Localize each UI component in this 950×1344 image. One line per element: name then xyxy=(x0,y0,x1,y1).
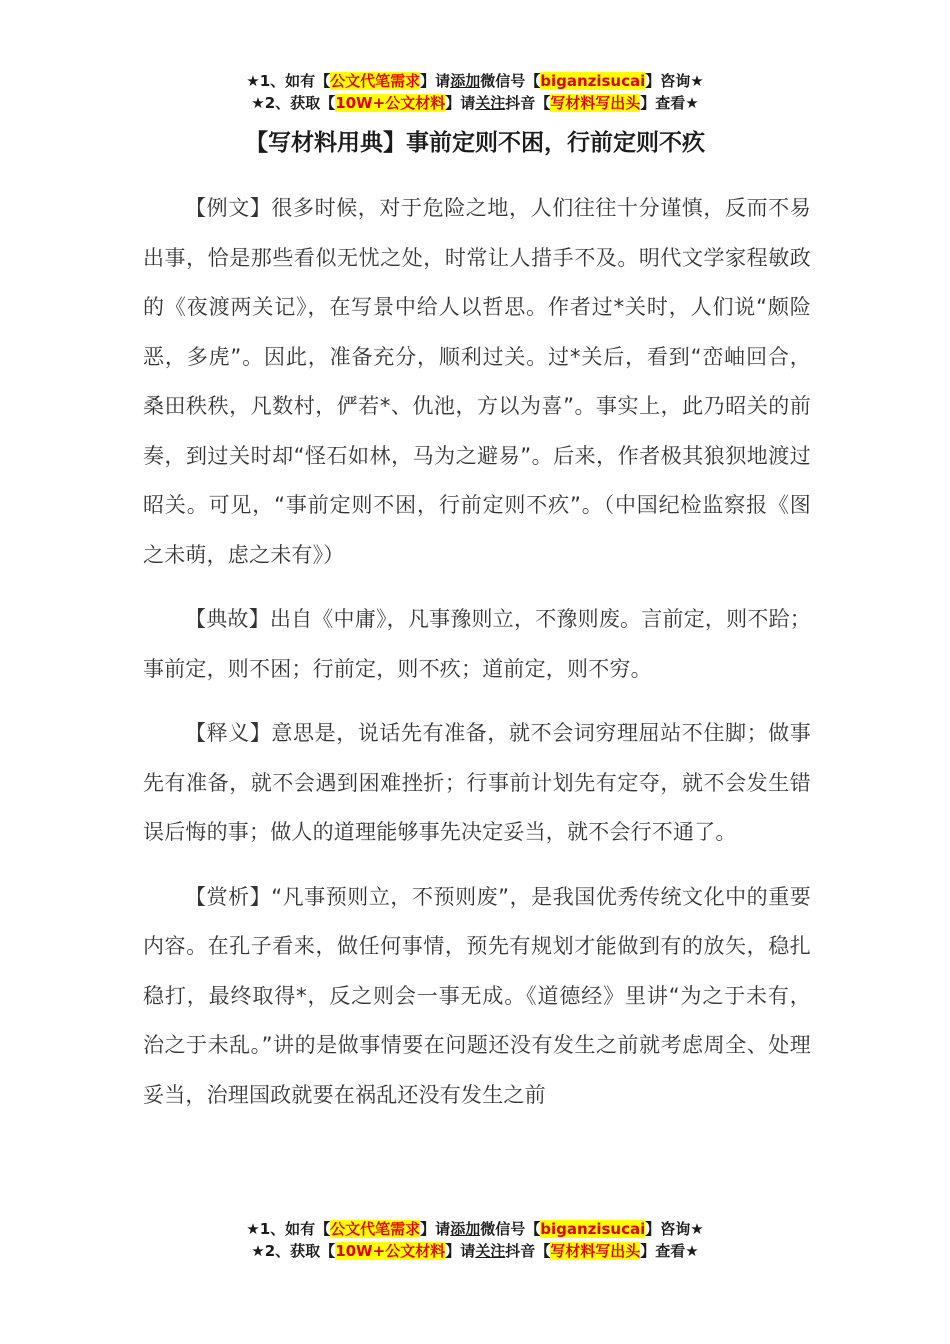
banner-text: 】请 xyxy=(445,94,476,112)
banner-text: 微信号【 xyxy=(480,72,541,90)
banner-line-2 xyxy=(0,1240,950,1262)
banner-line-1 xyxy=(0,1218,950,1240)
banner-text: ★1、如有【 xyxy=(246,1220,331,1238)
highlight-wechat-id: biganzisucai xyxy=(540,1220,646,1238)
highlight-materials: 10W+公文材料 xyxy=(335,94,446,112)
paragraph-example: 【例文】很多时候，对于危险之地，人们往往十分谨慎，反而不易出事，恰是那些看似无忧之处，时常让人措手不及。明代文学家程敏政的《夜渡两关记》，在写景中给人以哲思。作者过*关时，人们说“颇险恶，多虎”。因此，准备充分，顺利过关。过*关后，看到“峦岫回合，桑田秩秩，凡数村，俨若*、仇池，方以为喜”。事实上，此乃昭关的前奏，到过关时却“怪石如林，马为之避易”。后来，作者极其狼狈地渡过昭关。可见，“事前定则不困，行前定则不疚”。（中国纪检监察报《图之未萌，虑之未有》） xyxy=(143,196,811,567)
banner-emphasis: 添加 xyxy=(450,1220,481,1238)
paragraph-meaning: 【释义】意思是，说话先有准备，就不会词穷理屈站不住脚；做事先有准备，就不会遇到困难挫折；行事前计划先有定夺，就不会发生错误后悔的事；做人的道理能够事先决定妥当，就不会行不通了。 xyxy=(143,721,811,844)
highlight-service: 公文代笔需求 xyxy=(330,1220,421,1238)
document-body xyxy=(143,184,811,1135)
document-title: 【写材料用典】事前定则不困，行前定则不疚 xyxy=(245,130,705,156)
highlight-douyin-account: 写材料写出头 xyxy=(550,94,641,112)
banner-text: 】请 xyxy=(445,1242,476,1260)
paragraph-allusion: 【典故】出自《中庸》，凡事豫则立，不豫则废。言前定，则不跲；事前定，则不困；行前定，则不疚；道前定，则不穷。 xyxy=(143,607,811,681)
banner-text: 】咨询★ xyxy=(645,72,704,90)
highlight-douyin-account: 写材料写出头 xyxy=(550,1242,641,1260)
banner-emphasis: 添加 xyxy=(450,72,481,90)
banner-text: 】查看★ xyxy=(640,1242,699,1260)
banner-text: 】咨询★ xyxy=(645,1220,704,1238)
header-banner xyxy=(0,70,950,114)
banner-text: 】请 xyxy=(420,72,451,90)
banner-text: ★2、获取【 xyxy=(251,1242,336,1260)
banner-text: 】请 xyxy=(420,1220,451,1238)
banner-line-2 xyxy=(0,92,950,114)
banner-emphasis: 关注 xyxy=(475,1242,506,1260)
footer-banner xyxy=(0,1218,950,1262)
banner-text: ★2、获取【 xyxy=(251,94,336,112)
banner-emphasis: 关注 xyxy=(475,94,506,112)
highlight-materials: 10W+公文材料 xyxy=(335,1242,446,1260)
highlight-wechat-id: biganzisucai xyxy=(540,72,646,90)
highlight-service: 公文代笔需求 xyxy=(330,72,421,90)
banner-text: 抖音【 xyxy=(505,1242,551,1260)
banner-text: 】查看★ xyxy=(640,94,699,112)
paragraph-appreciation: 【赏析】“凡事预则立，不预则废”，是我国优秀传统文化中的重要内容。在孔子看来，做任何事情，预先有规划才能做到有的放矢，稳扎稳打，最终取得*，反之则会一事无成。《道德经》里讲“为之于未有，治之于未乱。”讲的是做事情要在问题还没有发生之前就考虑周全、处理妥当，治理国政就要在祸乱还没有发生之前 xyxy=(143,884,811,1107)
banner-text: 抖音【 xyxy=(505,94,551,112)
banner-text: ★1、如有【 xyxy=(246,72,331,90)
banner-line-1 xyxy=(0,70,950,92)
banner-text: 微信号【 xyxy=(480,1220,541,1238)
